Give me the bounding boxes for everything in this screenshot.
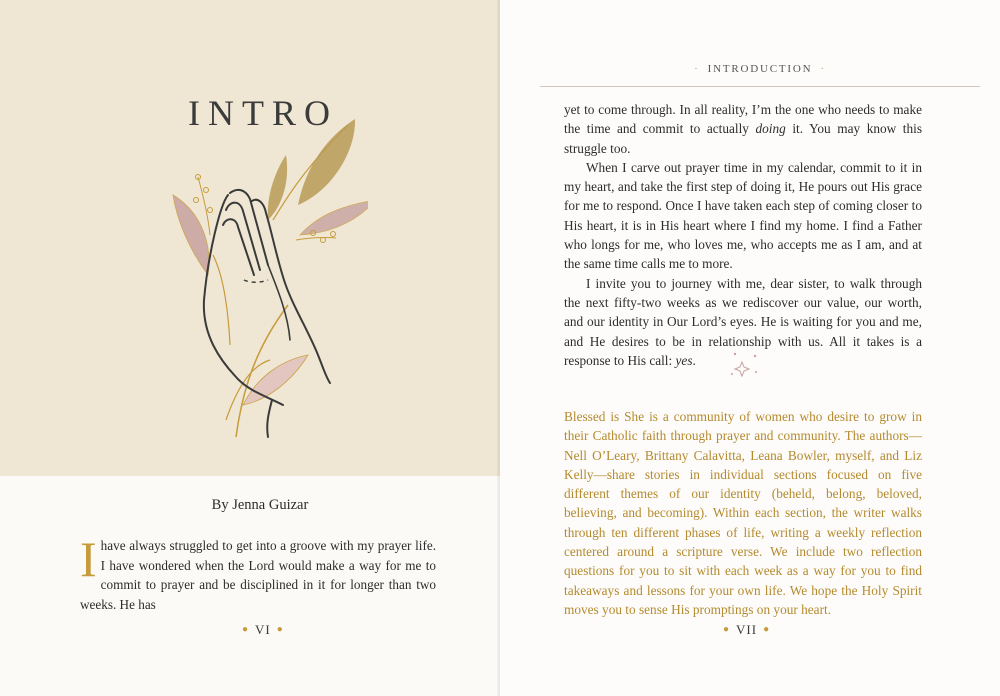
bullet-dot: · [694,63,700,75]
bullet-dot: · [820,63,826,75]
opening-text: have always struggled to get into a groove with my prayer life. I have wondered when the Lord would make a way for me to commit to prayer and be disciplined in it for longer than two weeks. He has [80,538,436,612]
bullet-dot: ● [242,624,250,635]
paragraph-2: When I carve out prayer time in my calendar, commit to it in my heart, and take the first step of doing it, He pours out His grace for me to respond. Once I have taken each step of coming closer to His heart, it is in His heart where I find my home. I find a Father who longs for me, who loves me, who accepts me as I am, and at the same time calls me to more. [564,159,922,272]
header-rule [540,86,980,87]
bullet-dot: ● [276,624,284,635]
community-paragraph: Blessed is She is a community of women who desire to grow in their Catholic faith through prayer and community. The authors—Nell O’Leary, Brittany Calavitta, Leana Bowler, myself, and Liz Kelly—share stories in individual sections focused on five different themes of our identity (beheld, belong, beloved, believing, and becoming). Within each section, the writer walks through ten different phases of life, writing a weekly reflection centered around a scripture verse. We include two reflection questions for you to sit with each week as a way for you to find takeaways and lessons for your own life. We hope the Holy Spirit moves you to sense His promptings on your heart. [564,409,922,617]
chapter-title: INTRO [188,93,338,133]
bullet-dot: ● [763,624,771,635]
opening-paragraph [80,531,436,614]
running-head: · INTRODUCTION · [694,63,826,75]
paragraph-3: I invite you to journey with me, dear sister, to walk through the next fifty-two weeks as we rediscover our value, our worth, and our identity in Our Lord’s eyes. He is waiting for you and me, and He desires to be in relationship with us. All it takes is a response to His call: yes. [564,275,922,368]
sparkle-icon [728,350,762,380]
page-number-right: ● VII ● [723,622,771,637]
drop-cap: I [80,531,97,587]
praying-hands-illustration [168,115,368,440]
page-number-left: ● VI ● [242,622,284,637]
body-text [564,100,922,370]
byline: By Jenna Guizar [211,497,309,513]
illustration-panel [0,0,500,476]
paragraph-1: yet to come through. In all reality, I’m the one who needs to make the time and commit to actually doing it. You may know this struggle too. [564,102,923,156]
bullet-dot: ● [723,624,731,635]
